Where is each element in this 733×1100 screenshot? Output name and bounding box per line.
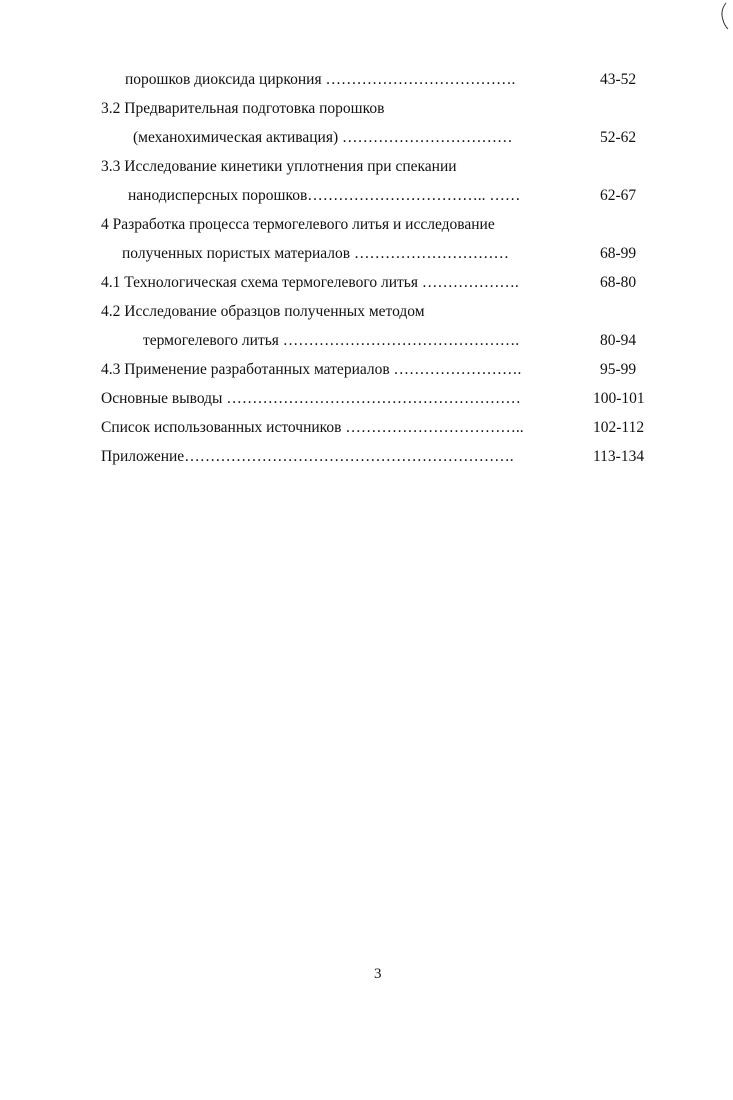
toc-entry-text: (механохимическая активация) ……………………………: [133, 129, 513, 146]
toc-entry-pages: 43-52: [600, 71, 637, 88]
toc-entry-pages: 80-94: [600, 332, 637, 349]
toc-entry-text: Основные выводы …………………………………………………: [101, 390, 521, 407]
toc-entry-text: полученных пористых материалов …………………………: [122, 245, 509, 262]
page-number: 3: [374, 966, 382, 982]
toc-entry-text: 3.2 Предварительная подготовка порошков: [101, 100, 385, 117]
toc-entry-text: нанодисперсных порошков…………………………….. ……: [128, 187, 521, 204]
toc-entry-pages: 102-112: [593, 419, 645, 436]
toc-entry-text: 4.1 Технологическая схема термогелевого литья ……………….: [101, 274, 519, 291]
toc-entry-text: Приложение……………………………………………………….: [101, 448, 514, 465]
pen-mark-icon: [717, 2, 729, 30]
toc-entry-pages: 68-99: [600, 245, 637, 262]
toc-entry-pages: 68-80: [600, 274, 637, 291]
toc-entry-text: 4.2 Исследование образцов полученных методом: [101, 303, 425, 320]
toc-entry-text: Список использованных источников ……………………………..: [101, 419, 524, 436]
toc-entry-text: термогелевого литья ……………………………………….: [143, 332, 520, 349]
toc-entry-text: 4 Разработка процесса термогелевого литья и исследование: [101, 216, 495, 233]
toc-entry-text: 3.3 Исследование кинетики уплотнения при спекании: [101, 158, 457, 175]
toc-entry-pages: 62-67: [600, 187, 637, 204]
toc-entry-pages: 95-99: [600, 361, 637, 378]
toc-entry-pages: 100-101: [593, 390, 645, 407]
toc-entry-pages: 113-134: [593, 448, 645, 465]
toc-entry-text: порошков диоксида циркония ……………………………….: [125, 71, 516, 88]
toc-entry-text: 4.3 Применение разработанных материалов …………………….: [101, 361, 522, 378]
toc-entry-pages: 52-62: [600, 129, 637, 146]
